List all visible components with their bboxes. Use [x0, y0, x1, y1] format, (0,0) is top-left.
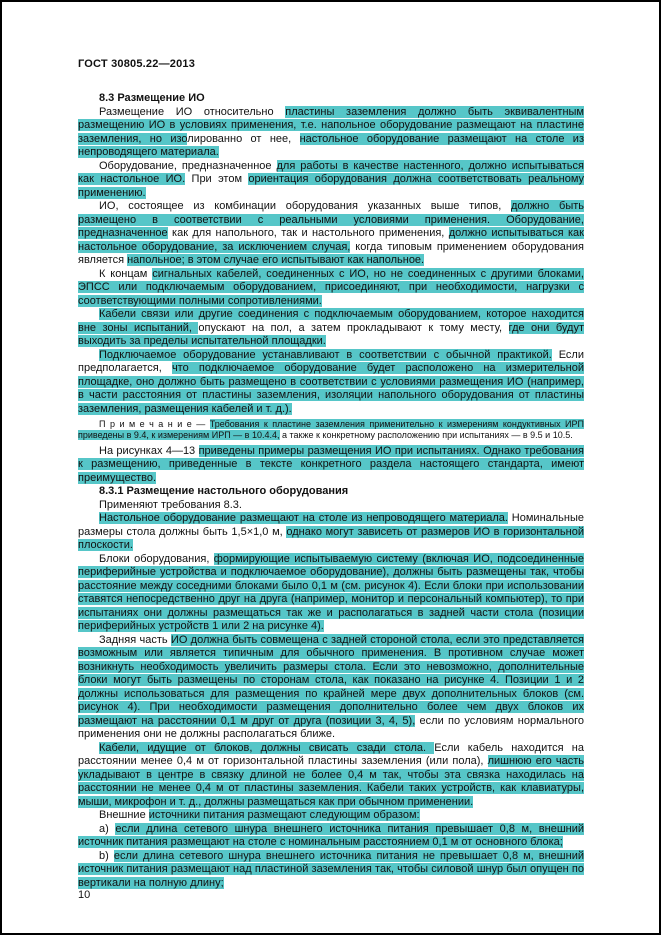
paragraph — [78, 268, 584, 309]
paragraph — [78, 349, 584, 417]
text-run: a) — [99, 822, 116, 835]
text-run: При этом — [185, 173, 249, 185]
text-run: как для напольного, так и настольного применения, — [167, 227, 449, 239]
paragraph — [78, 809, 584, 823]
section-heading — [78, 92, 584, 106]
paragraph — [78, 445, 584, 486]
text-run: лированно от нее, — [187, 132, 300, 145]
text-run: Размещение ИО относительно — [99, 105, 286, 118]
section-heading — [78, 485, 584, 499]
highlighted-text: должно быть размещено в соответствии с реальными условиями применения. Оборудование, предназначенное — [78, 200, 584, 239]
text-run: ИО, состоящее из комбинации оборудования указанных выше типов, — [99, 200, 512, 212]
highlighted-text: однако могут зависеть от размеров ИО в горизонтальной плоскости. — [78, 525, 584, 552]
highlighted-text: ИО должна быть совмещена с задней стороной стола, если это представляется возможным или является типичным для обычного применения. В противном случае может возникнуть необходимость увеличить размеры стола. Если это невозможно, дополнительные блоки могут быть размещены по сторонам стола, как показано на рисунке 4. Позиции 1 и 2 должны использоваться для размещения по крайней мере двух дополнительных блоков (см. рисунок 4). При необходимости размещения дополнительно более чем двух блоков их размещают на расстоянии 0,1 м друг от друга (позиции 3, 4, 5), — [78, 633, 585, 727]
text-run: 8.3 Размещение ИО — [99, 92, 205, 104]
paragraph — [78, 512, 584, 553]
highlighted-text: настольное оборудование размещают на столе из непроводящего материала. — [78, 132, 584, 158]
text-run: К концам — [99, 267, 153, 280]
highlighted-text: источники питания размещают следующим образом: — [148, 809, 420, 822]
highlighted-text: Кабели связи или другие соединения с подключаемым оборудованием, которое находится вне зоны испытаний, — [78, 308, 584, 334]
paragraph — [78, 106, 584, 160]
highlighted-text: сигнальных кабелей, соединенных с ИО, но не соединенных с другими блоками, ЭПСС или подключаемым оборудованием, присоединяют, при необходимости, нагрузки с соответствующими полными сопротивлениями. — [78, 267, 584, 307]
text-run: Блоки оборудования, — [99, 552, 214, 565]
text-run: опускают на пол, а затем прокладывают к тому месту, — [198, 321, 509, 334]
paragraph — [78, 308, 584, 349]
document-body — [78, 92, 584, 890]
text-run: П р и м е ч а н и е — — [99, 419, 210, 429]
text-run: Если кабель находится на расстоянии менее 0,4 м от горизонтальной пластины заземления (или пола), — [78, 741, 584, 768]
paragraph — [78, 850, 584, 891]
highlighted-text: ориентация оборудования должна соответствовать реальному применению. — [78, 173, 585, 199]
text-run: b) — [99, 849, 114, 862]
text-run: На рисунках 4—13 — [99, 444, 199, 457]
text-run: Применяют требования 8.3. — [99, 498, 242, 511]
highlighted-text: пластины заземления должно быть эквивалентным размещению ИО в условиях применения, т.е. напольное оборудование размещают на пластине заземления, но изо — [78, 105, 584, 145]
highlighted-text: где они будут выходить за пределы испытательной площадки. — [78, 321, 585, 347]
highlighted-text: Настольное оборудование размещают на столе из непроводящего материала. — [99, 512, 508, 525]
highlighted-text: если длина сетевого шнура внешнего источника питания превышает 0,8 м, внешний источник питания размещают на столе с номинальным расстоянием 0,1 м от основного блока; — [78, 822, 585, 849]
text-run: Номинальные размеры стола должны быть 1,5×1,0 м, — [78, 512, 585, 538]
paragraph — [78, 160, 584, 201]
text-run: Внешние — [99, 809, 149, 822]
highlighted-text: лишнюю его часть укладывают в центре в связку длиной не более 0,4 м так, чтобы эта связка находилась на расстоянии не менее 0,4 м от пластины заземления. Кабели таких устройств, как клавиатуры, мыши, микрофон и т. д., должны размещаться как при обычном применении. — [78, 755, 584, 808]
highlighted-text: если длина сетевого шнура внешнего источника питания не превышает 0,8 м, внешний источник питания размещают над пластиной заземления так, чтобы силовой шнур был опущен по вертикали на полную длину; — [78, 849, 584, 889]
highlighted-text: что подключаемое оборудование будет расположено на измерительной площадке, оно должно быть размещено в соответствии с условиями размещения ИО (например, в части расстояния от пластины заземления, изоляции напольного оборудования от пластины заземления, размещения кабелей и т. д.). — [78, 362, 584, 415]
paragraph — [78, 823, 584, 850]
paragraph — [78, 553, 584, 634]
highlighted-text: формирующие испытываемую систему (включая ИО, подсоединенные периферийные устройства и подключаемое оборудование), должны быть размещены так, чтобы расстояние между соседними блоками было 0,1 м (см. рисунок 4). Если блоки при использовании ставятся непосредственно друг на друга (например, монитор и персональный компьютер), то при испытаниях они должны размещаться так же и располагаться в задней части стола (позиции периферийных устройств 1 или 2 на рисунке 4). — [78, 552, 584, 633]
paragraph — [78, 634, 584, 742]
highlighted-text: Кабели, идущие от блоков, должны свисать сзади стола. — [99, 741, 435, 754]
text-run: Оборудование, предназначенное — [99, 159, 277, 172]
highlighted-text: Требования к пластине заземления применительно к измерениям кондуктивных ИРП приведены в 9.4, к измерениям ИРП — в 10.4.4, — [78, 419, 584, 441]
paragraph — [78, 200, 584, 268]
highlighted-text: Подключаемое оборудование устанавливают в соответствии с обычной практикой. — [99, 348, 552, 361]
highlighted-text: приведены примеры размещения ИО при испытаниях. Однако требования к размещению, приведенные в тексте конкретного раздела настоящего стандарта, имеют преимущество. — [78, 444, 585, 484]
text-run: а также к конкретному расположению при испытаниях — в 9.5 и 10.5. — [279, 430, 573, 441]
text-run: Задняя часть — [99, 633, 171, 646]
text-run: когда типовым применением оборудования является — [78, 240, 584, 266]
paragraph — [78, 499, 584, 513]
document-header: ГОСТ 30805.22—2013 — [78, 58, 196, 70]
highlighted-text: должно испытываться как настольное оборудование, за исключением случая, — [78, 227, 584, 253]
highlighted-text: напольное; в этом случае его испытывают как напольное. — [127, 254, 425, 266]
page-number: 10 — [78, 889, 91, 901]
text-run: Если предполагается, — [78, 348, 584, 374]
paragraph — [78, 742, 584, 810]
text-run: если по условиям нормального применения они не должны располагаться ближе. — [78, 714, 584, 741]
text-run: 8.3.1 Размещение настольного оборудования — [99, 485, 349, 498]
highlighted-text: для работы в качестве настенного, должно испытываться как настольное ИО. — [78, 159, 584, 185]
note-paragraph — [78, 419, 584, 442]
